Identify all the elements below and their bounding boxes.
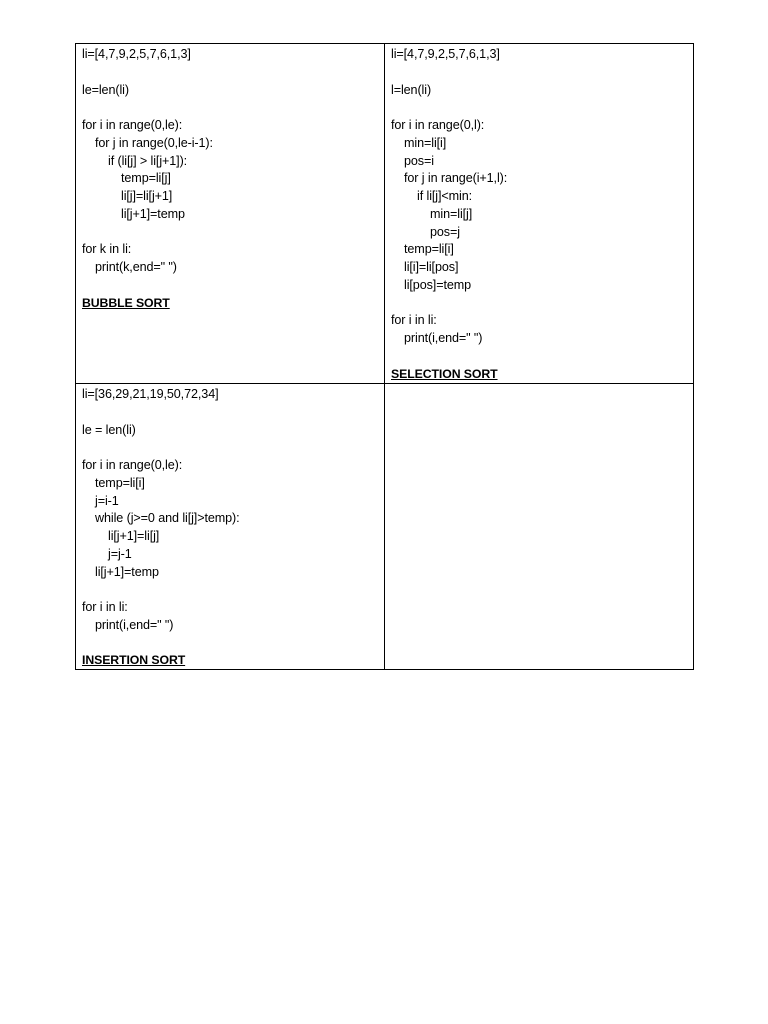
- blank-line: [391, 64, 693, 82]
- code-line: li[pos]=temp: [404, 277, 472, 292]
- code-line: le = len(li): [82, 422, 136, 437]
- code-line: for i in range(0,l):: [391, 118, 485, 132]
- code-line: temp=li[i]: [404, 242, 454, 257]
- code-line: li[j+1]=li[j]: [108, 529, 160, 543]
- code-line: min=li[j]: [430, 206, 473, 221]
- sorting-code-table: [75, 43, 694, 670]
- code-line: li=[4,7,9,2,5,7,6,1,3]: [391, 47, 500, 61]
- selection-sort-heading: SELECTION SORT: [391, 366, 498, 381]
- code-line: pos=i: [404, 153, 434, 168]
- blank-line: [82, 404, 384, 422]
- code-line: li[i]=li[pos]: [404, 260, 459, 274]
- code-line: for j in range(i+1,l):: [404, 171, 508, 186]
- code-line: for i in li:: [82, 600, 128, 614]
- code-line: li[j]=li[j+1]: [121, 189, 173, 203]
- code-line: print(k,end=" "): [95, 260, 177, 274]
- blank-line: [82, 64, 384, 82]
- code-line: li[j+1]=temp: [121, 206, 185, 221]
- bubble-sort-cell: [76, 44, 385, 384]
- code-line: print(i,end=" "): [404, 331, 483, 345]
- code-line: while (j>=0 and li[j]>temp):: [95, 511, 240, 526]
- code-line: for i in range(0,le):: [82, 458, 183, 472]
- blank-line: [82, 99, 384, 117]
- blank-line: [391, 295, 693, 313]
- insertion-sort-cell: [76, 384, 385, 670]
- selection-sort-cell: [385, 44, 694, 384]
- blank-line: [82, 635, 384, 653]
- code-line: print(i,end=" "): [95, 617, 174, 632]
- code-line: j=i-1: [95, 493, 119, 508]
- empty-cell: [385, 384, 694, 670]
- code-line: for i in range(0,le):: [82, 118, 183, 132]
- code-line: for j in range(0,le-i-1):: [95, 135, 213, 150]
- blank-line: [82, 439, 384, 457]
- code-line: li=[36,29,21,19,50,72,34]: [82, 387, 219, 401]
- blank-line: [391, 99, 693, 117]
- blank-line: [391, 348, 693, 366]
- code-line: if (li[j] > li[j+1]):: [108, 153, 188, 168]
- blank-line: [82, 277, 384, 295]
- code-line: le=len(li): [82, 82, 129, 97]
- insertion-sort-heading: INSERTION SORT: [82, 653, 186, 668]
- code-line: if li[j]<min:: [417, 189, 473, 203]
- bubble-sort-heading: BUBBLE SORT: [82, 295, 170, 310]
- code-line: min=li[i]: [404, 135, 447, 150]
- code-line: temp=li[i]: [95, 475, 145, 490]
- code-line: li=[4,7,9,2,5,7,6,1,3]: [82, 47, 191, 61]
- code-line: l=len(li): [391, 82, 432, 97]
- code-line: pos=j: [430, 224, 460, 239]
- code-line: li[j+1]=temp: [95, 564, 159, 579]
- code-line: j=j-1: [108, 546, 132, 561]
- blank-line: [82, 224, 384, 242]
- code-line: for i in li:: [391, 313, 437, 328]
- code-line: for k in li:: [82, 242, 132, 257]
- code-line: temp=li[j]: [121, 171, 171, 186]
- blank-line: [82, 581, 384, 599]
